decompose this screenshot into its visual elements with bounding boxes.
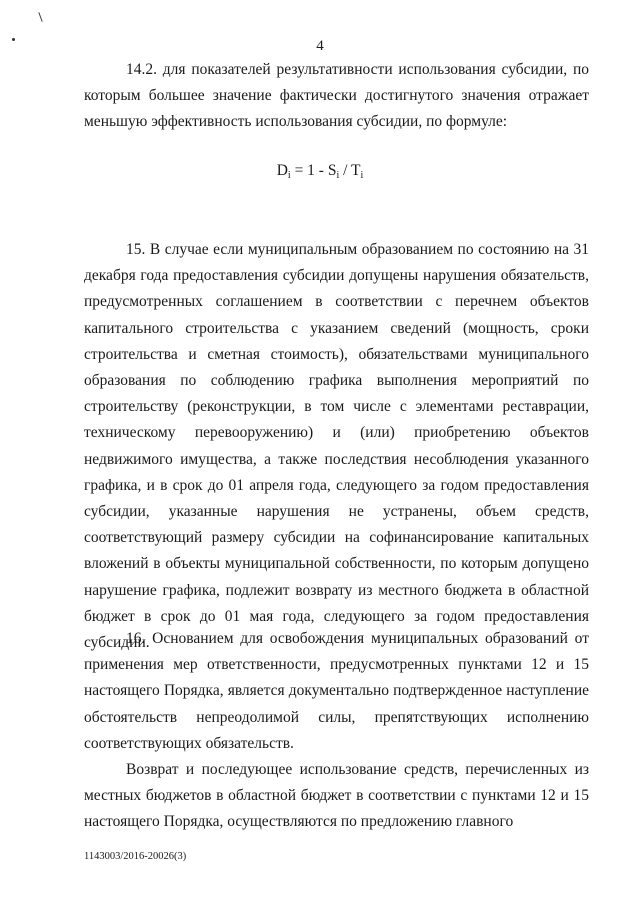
formula-divide: / T: [339, 162, 361, 179]
document-id: 1143003/2016-20026(3): [84, 851, 187, 862]
formula-s-subscript: i: [336, 170, 340, 181]
formula-t-subscript: i: [360, 170, 364, 181]
formula-middle: = 1 - S: [290, 162, 337, 179]
paragraph-14-2: 14.2. для показателей результативности использования субсидии, по которым большее значение фактически достигнутого значения отражает меньшую эффективность использования субсидии, по формуле:: [84, 61, 589, 131]
paragraph-return: Возврат и последующее использование средств, перечисленных из местных бюджетов в областной бюджет в соответствии с пунктами 12 и 15 настоящего Порядка, осуществляются по предложению главного: [84, 761, 589, 831]
formula-lhs: D: [276, 162, 288, 179]
paragraph-16: 16. Основанием для освобождения муниципальных образований от применения мер ответственности, предусмотренных пунктами 12 и 15 настоящего Порядка, является документально подтвержденное наступление обстоятельств непреодолимой силы, препятствующих исполнению соответствующих обязательств.: [84, 630, 589, 752]
paragraph-15: 15. В случае если муниципальным образованием по состоянию на 31 декабря года предоставления субсидии допущены нарушения обязательств, предусмотренных соглашением в соответствии с перечнем объектов капитального строительства с указанием сведений (мощность, сроки строительства и сметная стоимость), обязательствами муниципального образования по соблюдению графика выполнения мероприятий по строительству (реконструкции, в том числе с элементами реставрации, техническому перевооружению) и (или) приобретению объектов недвижимого имущества, а также последствия несоблюдения указанного графика, и в срок до 01 апреля года, следующего за годом предоставления субсидии, указанные нарушения не устранены, объем средств, соответствующий размеру субсидии на софинансирование капитальных вложений в объекты муниципальной собственности, по которым допущено нарушение графика, подлежит возврату из местного бюджета в областной бюджет в срок до 01 мая года, следующего за годом предоставления субсидии.: [84, 241, 589, 652]
formula-lhs-subscript: i: [287, 170, 291, 181]
page-number: 4: [316, 38, 324, 54]
scan-mark: [38, 12, 42, 22]
formula: [0, 160, 640, 187]
